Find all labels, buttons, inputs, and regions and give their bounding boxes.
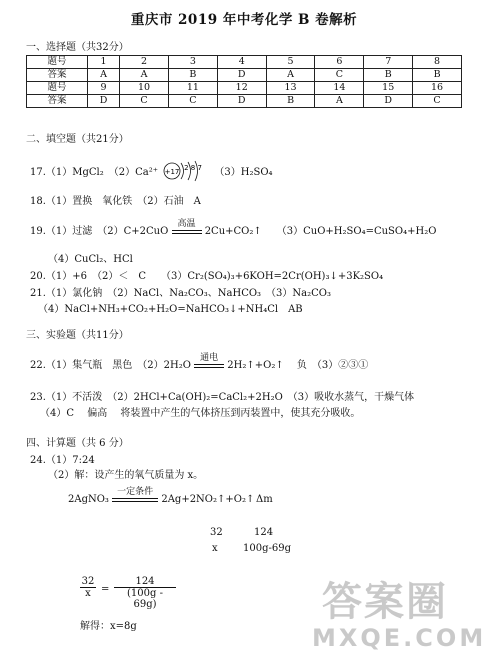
reaction-condition-arrow (112, 487, 158, 505)
table-cell: 15 (364, 82, 413, 95)
table-cell: C (168, 95, 217, 108)
table-cell: 5 (266, 56, 315, 69)
table-cell: 7 (364, 56, 413, 69)
table-cell: A (266, 69, 315, 82)
table-row (27, 69, 462, 82)
mass-value-diff: 100g-69g (243, 543, 291, 554)
table-cell: C (315, 69, 364, 82)
table-cell: B (413, 69, 462, 82)
atom-shells: 2 8 7 (184, 164, 203, 172)
table-cell: B (168, 69, 217, 82)
fraction-left (80, 576, 96, 599)
fraction-denominator: x (85, 588, 91, 599)
mass-value-x: x (212, 543, 218, 554)
table-cell: 2 (120, 56, 169, 69)
q19-part1: 19.（1）过滤 （2）C+2CuO (30, 226, 169, 237)
table-cell: 1 (88, 56, 120, 69)
table-cell: D (88, 95, 120, 108)
q21-line2: （4）NaCl+NH₃+CO₂+H₂O=NaHCO₃↓+NH₄Cl AB (38, 304, 303, 315)
table-cell: A (120, 69, 169, 82)
reaction-condition-arrow (172, 219, 202, 237)
table-row (27, 95, 462, 108)
q20-line: 20.（1）+6 （2）＜ C （3）Cr₂(SO₄)₃+6KOH=2Cr(OH)₃↓+3K₂SO₄ (30, 271, 384, 282)
q18-line: 18.（1）置换 氧化铁 （2）石油 A (30, 196, 201, 207)
watermark-logo: 答案圈 (322, 579, 448, 625)
table-cell: B (266, 95, 315, 108)
q22-line (30, 353, 369, 371)
row-label: 题号 (27, 56, 88, 69)
q24-line2: （2）解：设产生的氧气质量为 x。 (48, 470, 204, 481)
table-cell: 4 (217, 56, 266, 69)
q22-part1: 22.（1）集气瓶 黑色 （2）2H₂O (30, 360, 191, 371)
q21-line: 21.（1）氯化钠 （2）NaCl、Na₂CO₃、NaHCO₃ （3）Na₂CO₃ (30, 288, 332, 299)
table-cell: 9 (88, 82, 120, 95)
mass-value-124: 124 (254, 527, 274, 538)
fraction-denominator: (100g - 69g) (127, 588, 163, 610)
section2-heading: 二、填空题（共21分） (26, 134, 129, 145)
q23-line2: （4）C 偏高 将装置中产生的气体挤压到丙装置中，使其充分吸收。 (40, 408, 361, 419)
page-title: 重庆市 2019 年中考化学 B 卷解析 (130, 12, 358, 28)
atom-nucleus: +17 (164, 168, 180, 176)
fraction-right (114, 576, 176, 610)
equation-line (68, 487, 255, 505)
table-cell: 14 (315, 82, 364, 95)
table-cell: 16 (413, 82, 462, 95)
table-cell: A (88, 69, 120, 82)
answer-table (26, 55, 462, 108)
equation-left: 2AgNO₃ (68, 494, 109, 505)
q24-line: 24.（1）7:24 (30, 455, 95, 466)
final-answer: 解得：x=8g (80, 621, 137, 632)
section3-heading: 三、实验题（共11分） (26, 330, 129, 341)
row-label: 答案 (27, 95, 88, 108)
watermark-url: MXQE.COM (312, 624, 487, 652)
condition-label: 一定条件 (117, 487, 154, 497)
table-cell: 3 (168, 56, 217, 69)
q17-answer-part2: （3）H₂SO₄ (214, 167, 273, 178)
section1-heading: 一、选择题（共32分） (26, 42, 129, 53)
condition-label: 高温 (177, 219, 196, 229)
table-cell: 6 (315, 56, 364, 69)
fraction-numerator: 124 (135, 576, 155, 587)
table-cell: 8 (413, 56, 462, 69)
reaction-condition-arrow (194, 353, 224, 371)
q22-part2: 2H₂↑+O₂↑ 负 （3）②③① (227, 360, 369, 371)
atom-structure-diagram (161, 158, 211, 187)
q19-part2: 2Cu+CO₂↑ （3）CuO+H₂SO₄=CuSO₄+H₂O (204, 226, 437, 237)
table-cell: 12 (217, 82, 266, 95)
q17-line (30, 158, 273, 187)
table-cell: D (364, 95, 413, 108)
equals-sign: = (101, 584, 110, 595)
table-cell: 13 (266, 82, 315, 95)
q23-line: 23.（1）不活泼 （2）2HCl+Ca(OH)₂=CaCl₂+2H₂O （3）吸收水蒸气，干燥气体 (30, 392, 415, 403)
table-cell: C (413, 95, 462, 108)
delta-mass-label: Δm (256, 494, 273, 505)
equation-right: 2Ag+2NO₂↑+O₂↑ (161, 494, 255, 505)
table-row (27, 56, 462, 69)
q17-answer-part1: 17.（1）MgCl₂ （2）Ca²⁺ (30, 167, 159, 178)
condition-label: 通电 (200, 353, 219, 363)
q19-line (30, 219, 437, 237)
row-label: 答案 (27, 69, 88, 82)
table-cell: B (364, 69, 413, 82)
table-cell: D (217, 95, 266, 108)
q19-line2: （4）CuCl₂、HCl (48, 254, 133, 265)
row-label: 题号 (27, 82, 88, 95)
table-cell: A (315, 95, 364, 108)
table-cell: 11 (168, 82, 217, 95)
mass-value-32: 32 (210, 527, 223, 538)
fraction-numerator: 32 (81, 576, 95, 587)
table-row (27, 82, 462, 95)
section4-heading: 四、计算题（共 6 分） (26, 438, 129, 449)
table-cell: 10 (120, 82, 169, 95)
table-cell: D (217, 69, 266, 82)
table-cell: C (120, 95, 169, 108)
